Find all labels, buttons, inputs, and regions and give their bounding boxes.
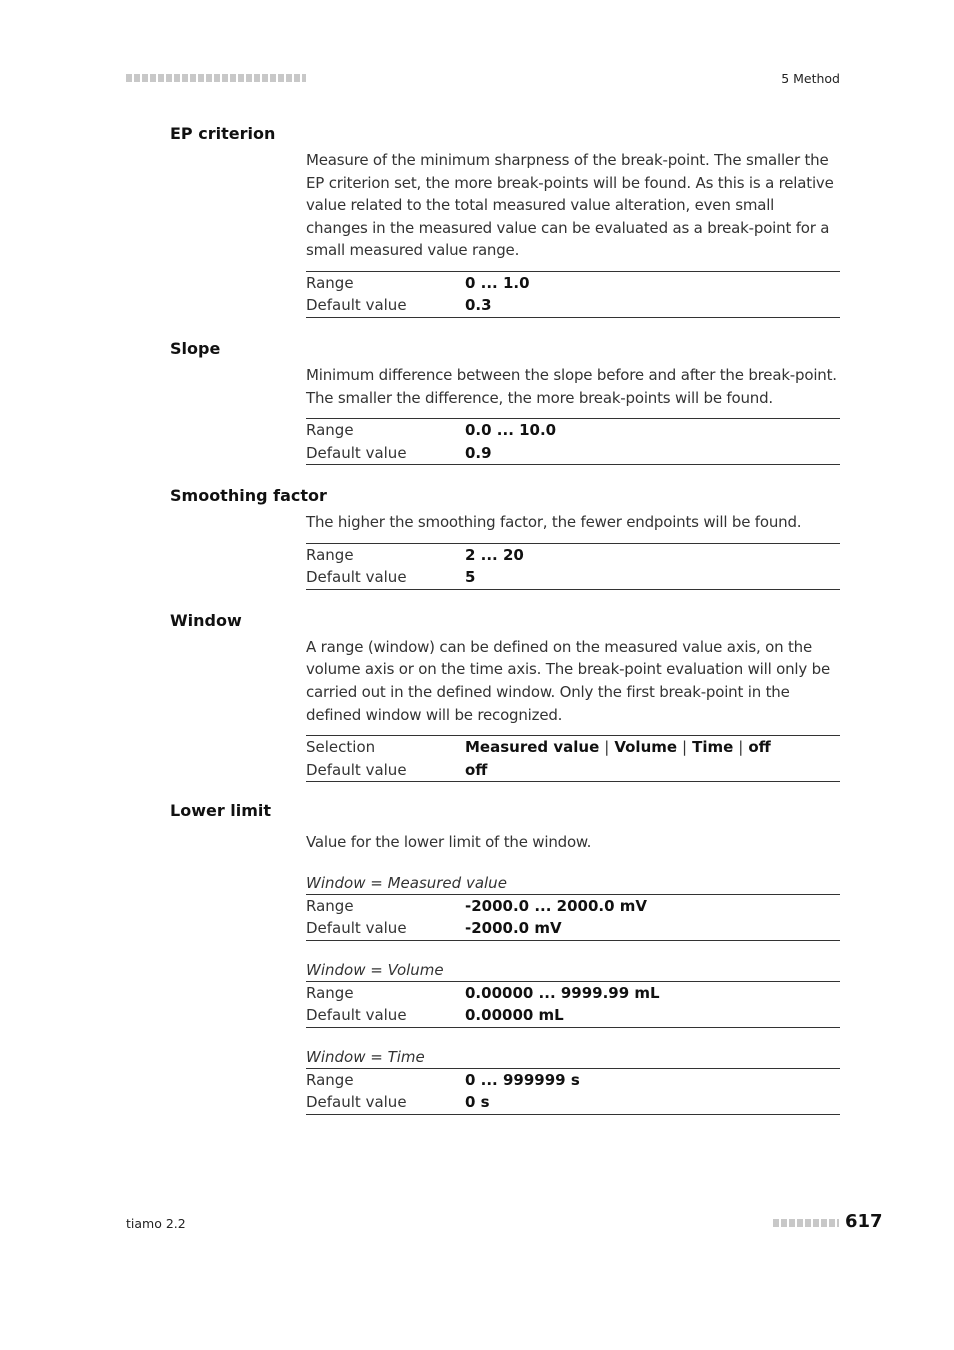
param-label: Range [306,545,354,564]
param-label: Default value [306,443,407,462]
table-row [306,1004,840,1027]
parameter-table [306,543,840,590]
page-number: 617 [845,1211,883,1232]
table-row [306,1091,840,1114]
option-measured-value: Measured value [465,738,600,757]
param-label: Default value [306,1093,407,1112]
param-label: Range [306,983,354,1002]
param-value: 0.9 [465,443,492,462]
param-label: Default value [306,1006,407,1025]
footer-decoration [773,1219,839,1227]
section-smoothing-factor [170,484,840,590]
table-row [306,419,840,442]
param-value: 0 s [465,1093,490,1112]
table-row [306,271,840,294]
footer-product-name: tiamo 2.2 [126,1216,186,1231]
param-label: Default value [306,568,407,587]
param-value: 5 [465,568,476,587]
section-window [170,609,840,782]
section-description: Minimum difference between the slope before and after the break-point. The smaller the difference, the more break-points will be found. [306,365,837,407]
param-value: 0 ... 999999 s [465,1070,580,1089]
param-value: 2 ... 20 [465,545,524,564]
param-label: Range [306,1070,354,1089]
section-title: Slope [170,338,221,358]
param-value: 0.3 [465,296,492,315]
table-row [306,442,840,465]
param-label: Default value [306,760,407,779]
window-condition-label: Window = Time [306,1047,425,1066]
page-content [170,122,840,1115]
parameter-table [306,735,840,782]
parameter-table [306,418,840,465]
window-condition-label: Window = Measured value [306,873,507,892]
param-value: -2000.0 ... 2000.0 mV [465,896,647,915]
section-title: EP criterion [170,124,276,143]
section-lower-limit [170,799,840,1115]
header-decoration [126,74,306,82]
table-row [306,759,840,782]
window-condition-label: Window = Volume [306,960,444,979]
section-description: Value for the lower limit of the window. [306,833,592,852]
param-value: off [465,760,488,779]
parameter-table [306,981,840,1028]
param-value: 0 ... 1.0 [465,273,530,292]
option-separator: | [682,738,688,757]
option-separator: | [604,738,610,757]
option-off: off [748,738,771,757]
parameter-table [306,1068,840,1115]
table-row [306,294,840,317]
section-description: The higher the smoothing factor, the fewer endpoints will be found. [306,513,802,532]
section-description: A range (window) can be defined on the measured value axis, on the volume axis or on the time axis. The break-point evaluation will only be carried out in the defined window. Only the first break-point in the defined window will be recognized. [306,637,830,724]
table-row [306,543,840,566]
option-volume: Volume [614,738,678,757]
param-label: Default value [306,919,407,938]
option-separator: | [738,738,744,757]
param-value: 0.00000 ... 9999.99 mL [465,983,660,1002]
table-row [306,566,840,589]
param-label: Selection [306,738,376,757]
param-label: Range [306,421,354,440]
section-title: Smoothing factor [170,486,327,506]
selection-options [465,736,840,759]
section-title: Lower limit [170,801,272,821]
param-value: -2000.0 mV [465,919,562,938]
chapter-heading: 5 Method [781,71,840,86]
param-value: 0.0 ... 10.0 [465,421,557,440]
table-row [306,981,840,1004]
param-label: Range [306,896,354,915]
section-ep-criterion [170,122,840,318]
parameter-table [306,271,840,318]
param-label: Default value [306,296,407,315]
table-row [306,894,840,917]
section-description: Measure of the minimum sharpness of the break-point. The smaller the EP criterion set, the more break-points will be found. As this is a relative value related to the total measured value alteration, even small changes in the measured value can be evaluated as a break-point for a small measured value range. [306,151,834,260]
table-row [306,1068,840,1091]
option-time: Time [692,738,734,757]
section-title: Window [170,610,242,630]
table-row [306,736,840,759]
parameter-table [306,894,840,941]
param-label: Range [306,273,354,292]
table-row [306,917,840,940]
section-slope [170,337,840,465]
param-value: 0.00000 mL [465,1006,564,1025]
